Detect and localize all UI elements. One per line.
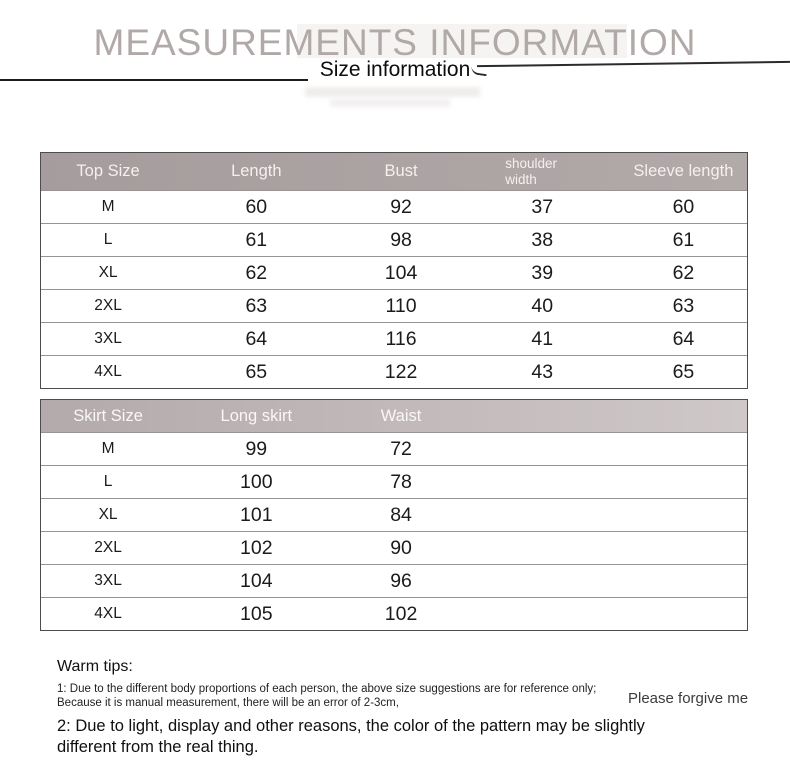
header-cell-shoulder-width: shoulder width	[505, 155, 558, 187]
length-value: 60	[245, 195, 268, 218]
waist-value: 90	[390, 536, 412, 559]
bust-value: 110	[385, 294, 417, 317]
sleeve-value: 60	[672, 195, 695, 218]
long-skirt-value: 105	[240, 602, 273, 625]
table-row	[41, 597, 747, 630]
size-label: XL	[98, 264, 118, 281]
header-cell-bust: Bust	[384, 162, 418, 180]
table-row	[41, 289, 747, 322]
table-row	[41, 564, 747, 597]
long-skirt-value: 104	[240, 569, 273, 592]
waist-value: 78	[390, 470, 412, 493]
shoulder-value: 41	[531, 327, 554, 350]
length-value: 61	[245, 228, 268, 251]
size-label: 2XL	[94, 297, 122, 314]
note-1: 1: Due to the different body proportions of each person, the above size suggestions are for reference only; Because it is manual measurement, there will be an error of 2-3cm,	[57, 683, 597, 709]
header-cell-long-skirt: Long skirt	[220, 406, 293, 425]
divider-left	[0, 79, 308, 81]
header-cell-skirt-size: Skirt Size	[73, 406, 143, 425]
length-value: 62	[245, 261, 268, 284]
table-row	[41, 322, 747, 355]
table-row	[41, 432, 747, 465]
size-label: 3XL	[94, 572, 122, 589]
top-table-header-row	[41, 153, 747, 190]
length-value: 65	[245, 360, 268, 383]
size-label: M	[101, 440, 115, 457]
please-forgive-me-note: Please forgive me	[628, 690, 749, 707]
table-row	[41, 223, 747, 256]
long-skirt-value: 102	[240, 536, 273, 559]
sleeve-value: 61	[672, 228, 695, 251]
table-row	[41, 465, 747, 498]
size-label: M	[101, 198, 115, 215]
skirt-table-header-row	[41, 400, 747, 432]
page-title: MEASUREMENTS INFORMATION	[93, 22, 697, 63]
sleeve-value: 63	[672, 294, 695, 317]
shoulder-value: 40	[531, 294, 554, 317]
bust-value: 104	[384, 261, 418, 284]
warm-tips-section	[57, 658, 657, 758]
warm-tips-label: Warm tips:	[57, 658, 133, 675]
table-row	[41, 190, 747, 223]
long-skirt-value: 100	[240, 470, 273, 493]
header-cell-sleeve-length: Sleeve length	[633, 162, 734, 180]
table-row	[41, 531, 747, 564]
waist-value: 72	[390, 437, 412, 460]
bust-value: 92	[390, 195, 412, 218]
watermark-ghost	[305, 87, 480, 97]
top-size-table	[40, 152, 748, 389]
header-cell-waist: Waist	[380, 406, 422, 425]
waist-value: 96	[390, 569, 412, 592]
length-value: 64	[245, 327, 268, 350]
bust-value: 122	[384, 360, 418, 383]
size-label: 2XL	[94, 539, 122, 556]
bust-value: 98	[390, 228, 412, 251]
note-2: 2: Due to light, display and other reasons, the color of the pattern may be slightly different from the real thing.	[57, 717, 645, 756]
table-row	[41, 355, 747, 388]
shoulder-value: 39	[531, 261, 554, 284]
shoulder-value: 37	[531, 195, 554, 218]
shoulder-value: 43	[531, 360, 554, 383]
shoulder-value: 38	[531, 228, 554, 251]
watermark-ghost	[330, 99, 450, 107]
long-skirt-value: 99	[245, 437, 268, 460]
size-label: 4XL	[94, 363, 122, 380]
sleeve-value: 64	[672, 327, 695, 350]
bust-value: 116	[385, 327, 417, 350]
size-label: 3XL	[94, 330, 122, 347]
header-cell-length: Length	[231, 162, 282, 180]
size-label: XL	[98, 506, 118, 523]
sleeve-value: 65	[672, 360, 695, 383]
table-row	[41, 256, 747, 289]
page-subtitle: Size information	[319, 58, 471, 81]
table-row	[41, 498, 747, 531]
long-skirt-value: 101	[240, 503, 273, 526]
sleeve-value: 62	[672, 261, 695, 284]
waist-value: 102	[384, 602, 418, 625]
skirt-size-table	[40, 399, 748, 631]
waist-value: 84	[390, 503, 412, 526]
size-label: 4XL	[94, 605, 122, 622]
size-label: L	[103, 473, 113, 490]
length-value: 63	[245, 294, 268, 317]
size-label: L	[103, 231, 113, 248]
header-cell-top-size: Top Size	[76, 162, 140, 180]
